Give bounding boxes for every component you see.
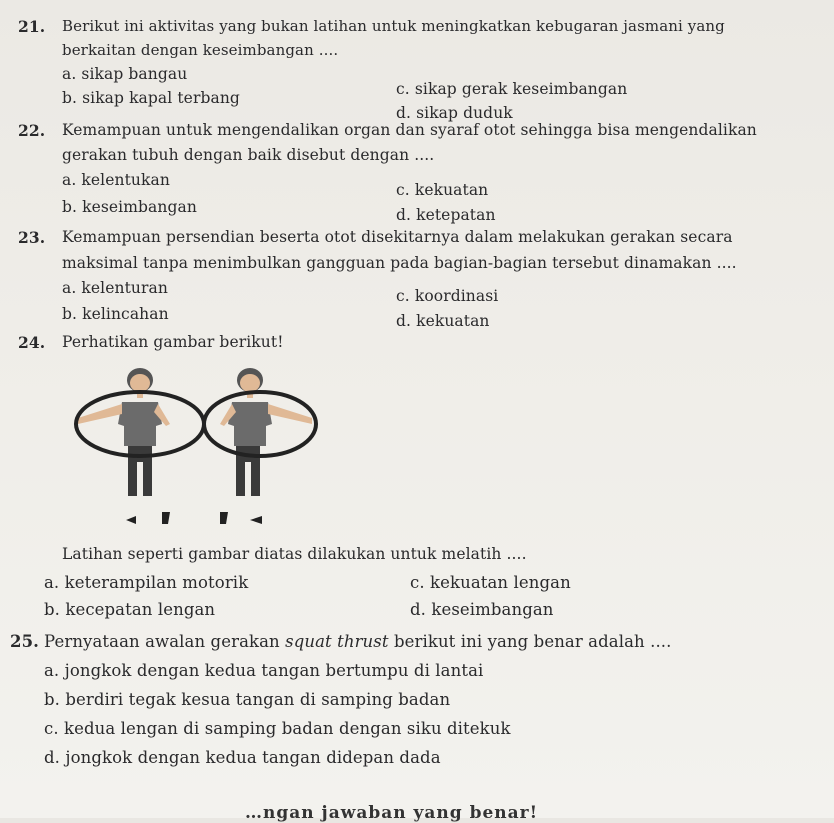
q21-option-b: b. sikap kapal terbang xyxy=(62,89,240,107)
q22-option-a: a. kelentukan xyxy=(62,171,170,189)
q25-text-part2: berikut ini yang benar adalah .... xyxy=(393,632,672,651)
q24-option-b: b. kecepatan lengan xyxy=(44,600,216,619)
q22-number: 22. xyxy=(18,121,46,140)
q24-option-c: c. kekuatan lengan xyxy=(410,573,571,592)
figure-right xyxy=(204,368,316,524)
q21-option-d: d. sikap duduk xyxy=(396,104,513,122)
q23-text-line2: maksimal tanpa menimbulkan gangguan pada bagian-bagian tersebut dinamakan .... xyxy=(62,254,737,272)
q22-option-c: c. kekuatan xyxy=(396,181,489,199)
q21-text-line2: berkaitan dengan keseimbangan .... xyxy=(62,41,339,59)
q21-option-a: a. sikap bangau xyxy=(62,65,188,83)
figure-left xyxy=(76,368,204,524)
q23-option-b: b. kelincahan xyxy=(62,305,169,323)
q23-option-a: a. kelenturan xyxy=(62,279,168,297)
q25-option-b: b. berdiri tegak kesua tangan di samping badan xyxy=(44,690,451,709)
q25-option-c: c. kedua lengan di samping badan dengan siku ditekuk xyxy=(44,719,511,738)
q23-option-c: c. koordinasi xyxy=(396,287,499,305)
q25-number: 25. xyxy=(10,632,40,651)
q21-number: 21. xyxy=(18,17,46,36)
q25-option-a: a. jongkok dengan kedua tangan bertumpu di lantai xyxy=(44,661,484,680)
q22-text-line2: gerakan tubuh dengan baik disebut dengan .... xyxy=(62,146,435,164)
q22-option-b: b. keseimbangan xyxy=(62,198,197,216)
q24-text-line1: Perhatikan gambar berikut! xyxy=(62,333,284,351)
q25-text-italic: squat thrust xyxy=(285,632,389,651)
q24-text-line2: Latihan seperti gambar diatas dilakukan untuk melatih .... xyxy=(62,545,527,563)
q23-option-d: d. kekuatan xyxy=(396,312,490,330)
q24-number: 24. xyxy=(18,333,46,352)
q25-option-d: d. jongkok dengan kedua tangan didepan dada xyxy=(44,748,441,767)
q24-option-a: a. keterampilan motorik xyxy=(44,573,249,592)
q25-text-part1: Pernyataan awalan gerakan xyxy=(44,632,280,651)
q22-text-line1: Kemampuan untuk mengendalikan organ dan syaraf otot sehingga bisa mengendalikan xyxy=(62,121,757,139)
hula-hoop-illustration xyxy=(70,366,330,536)
q23-text-line1: Kemampuan persendian beserta otot disekitarnya dalam melakukan gerakan secara xyxy=(62,228,733,246)
q21-option-c: c. sikap gerak keseimbangan xyxy=(396,80,628,98)
q23-number: 23. xyxy=(18,228,46,247)
q22-option-d: d. ketepatan xyxy=(396,206,496,224)
q21-text-line1: Berikut ini aktivitas yang bukan latihan untuk meningkatkan kebugaran jasmani yang xyxy=(62,17,725,35)
q24-option-d: d. keseimbangan xyxy=(410,600,554,619)
footer-instruction: …ngan jawaban yang benar! xyxy=(245,803,539,823)
q25-text-line1 xyxy=(44,632,672,651)
